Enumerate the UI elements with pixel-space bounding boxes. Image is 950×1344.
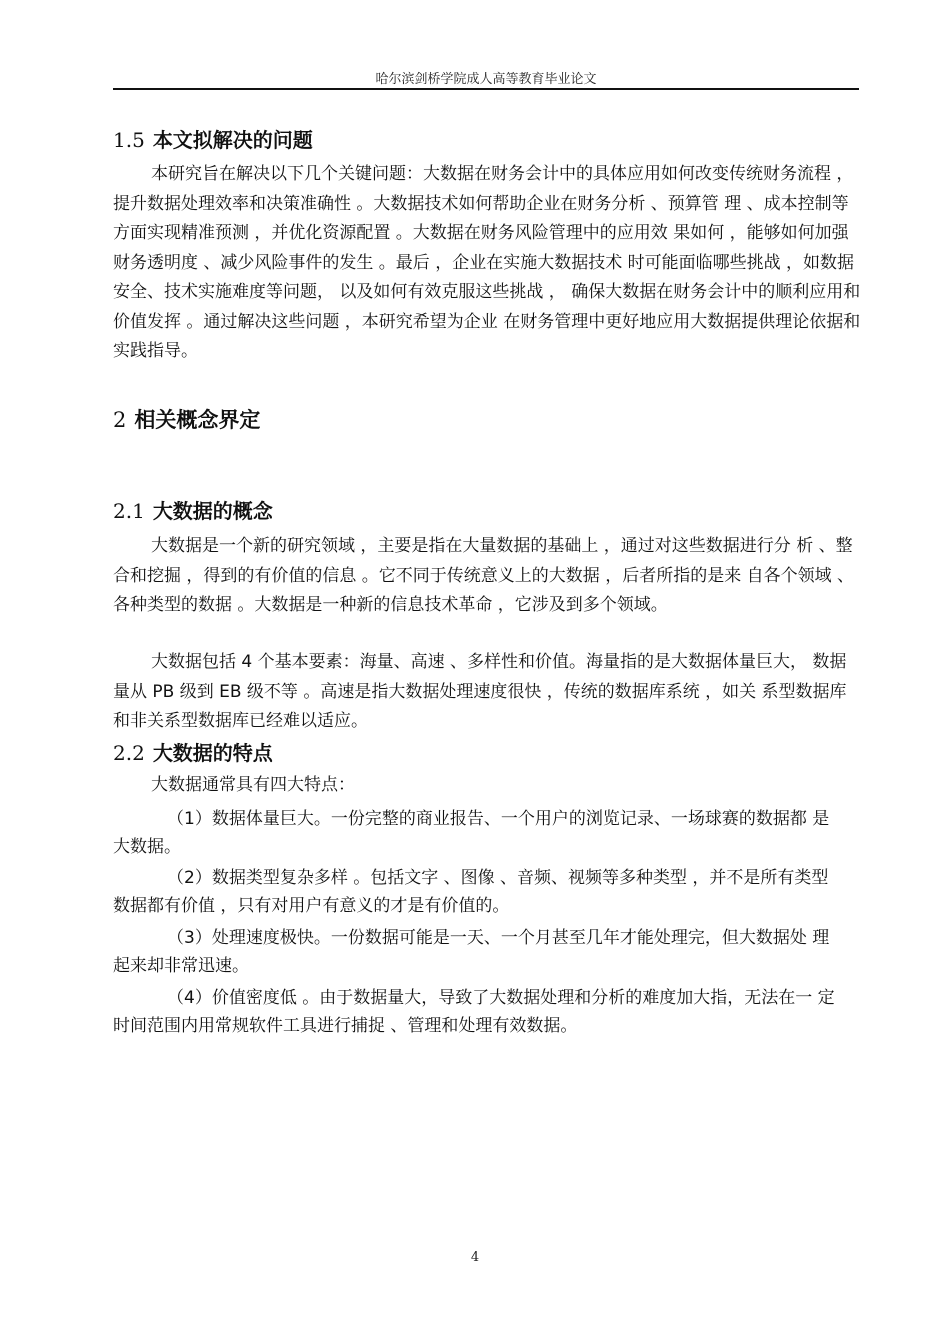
section-2-title: 相关概念界定: [134, 408, 261, 432]
section-2-2-title: 大数据的特点: [152, 741, 273, 765]
section-2-number: 2: [113, 408, 127, 432]
section-2-2-heading: [113, 737, 273, 766]
list-item: （1）数据体量巨大。一份完整的商业报告、一个用户的浏览记录、一场球赛的数据都 是大数据。: [113, 809, 830, 857]
section-2-1-paragraph-1: 大数据是一个新的研究领域 ，主要是指在大量数据的基础上 ，通过对这些数据进行分 析 、整合和挖掘 ，得到的有价值的信息 。它不同于传统意义上的大数据 ，后者所指的是来 自各个领域 、各种类型的数据 。大数据是一种新的信息技术革命 ，它涉及到多个领域。: [113, 536, 855, 615]
section-2-heading: [113, 404, 260, 434]
section-1-5-title: 本文拟解决的问题: [152, 128, 313, 152]
page-number: 4: [470, 1250, 480, 1265]
header-rule: [113, 88, 859, 90]
section-2-1-title: 大数据的概念: [152, 499, 273, 523]
list-item: （4）价值密度低 。由于数据量大，导致了大数据处理和分析的难度加大指，无法在一 定时间范围内用常规软件工具进行捕捉 、管理和处理有效数据。: [113, 988, 835, 1036]
section-2-1-paragraph-2: 大数据包括 4 个基本要素：海量、高速 、多样性和价值。海量指的是大数据体量巨大， 数据量从 PB 级到 EB 级不等 。高速是指大数据处理速度很快 ，传统的数据库系统 ，如关 系型数据库和非关系型数据库已经难以适应。: [113, 652, 847, 731]
list-item: （3）处理速度极快。一份数据可能是一天、一个月甚至几年才能处理完，但大数据处 理起来却非常迅速。: [113, 928, 830, 976]
section-2-2-number: 2.2: [113, 741, 145, 765]
section-2-1-heading: [113, 495, 273, 524]
running-header: 哈尔滨剑桥学院成人高等教育毕业论文: [375, 72, 597, 87]
section-2-2-intro: 大数据通常具有四大特点：: [151, 775, 355, 795]
section-2-1-number: 2.1: [113, 499, 145, 523]
list-item: （2）数据类型复杂多样 。包括文字 、图像 、音频、视频等多种类型 ，并不是所有类型 数据都有价值 ，只有对用户有意义的才是有价值的。: [113, 868, 829, 916]
section-1-5-paragraph: 本研究旨在解决以下几个关键问题：大数据在财务会计中的具体应用如何改变传统财务流程 ，提升数据处理效率和决策准确性 。大数据技术如何帮助企业在财务分析 、预算管 理 、成本控制等方面实现精准预测 ，并优化资源配置 。大数据在财务风险管理中的应用效 果如何 ，能够如何加强财务透明度 、减少风险事件的发生 。最后 ，企业在实施大数据技术 时可能面临哪些挑战 ，如数据安全、技术实施难度等问题， 以及如何有效克服这些挑战 ， 确保大数据在财务会计中的顺利应用和价值发挥 。通过解决这些问题 ，本研究希望为企业 在财务管理中更好地应用大数据提供理论依据和实践指导。: [113, 164, 861, 361]
section-1-5-heading: [113, 124, 313, 153]
section-1-5-number: 1.5: [113, 128, 145, 152]
